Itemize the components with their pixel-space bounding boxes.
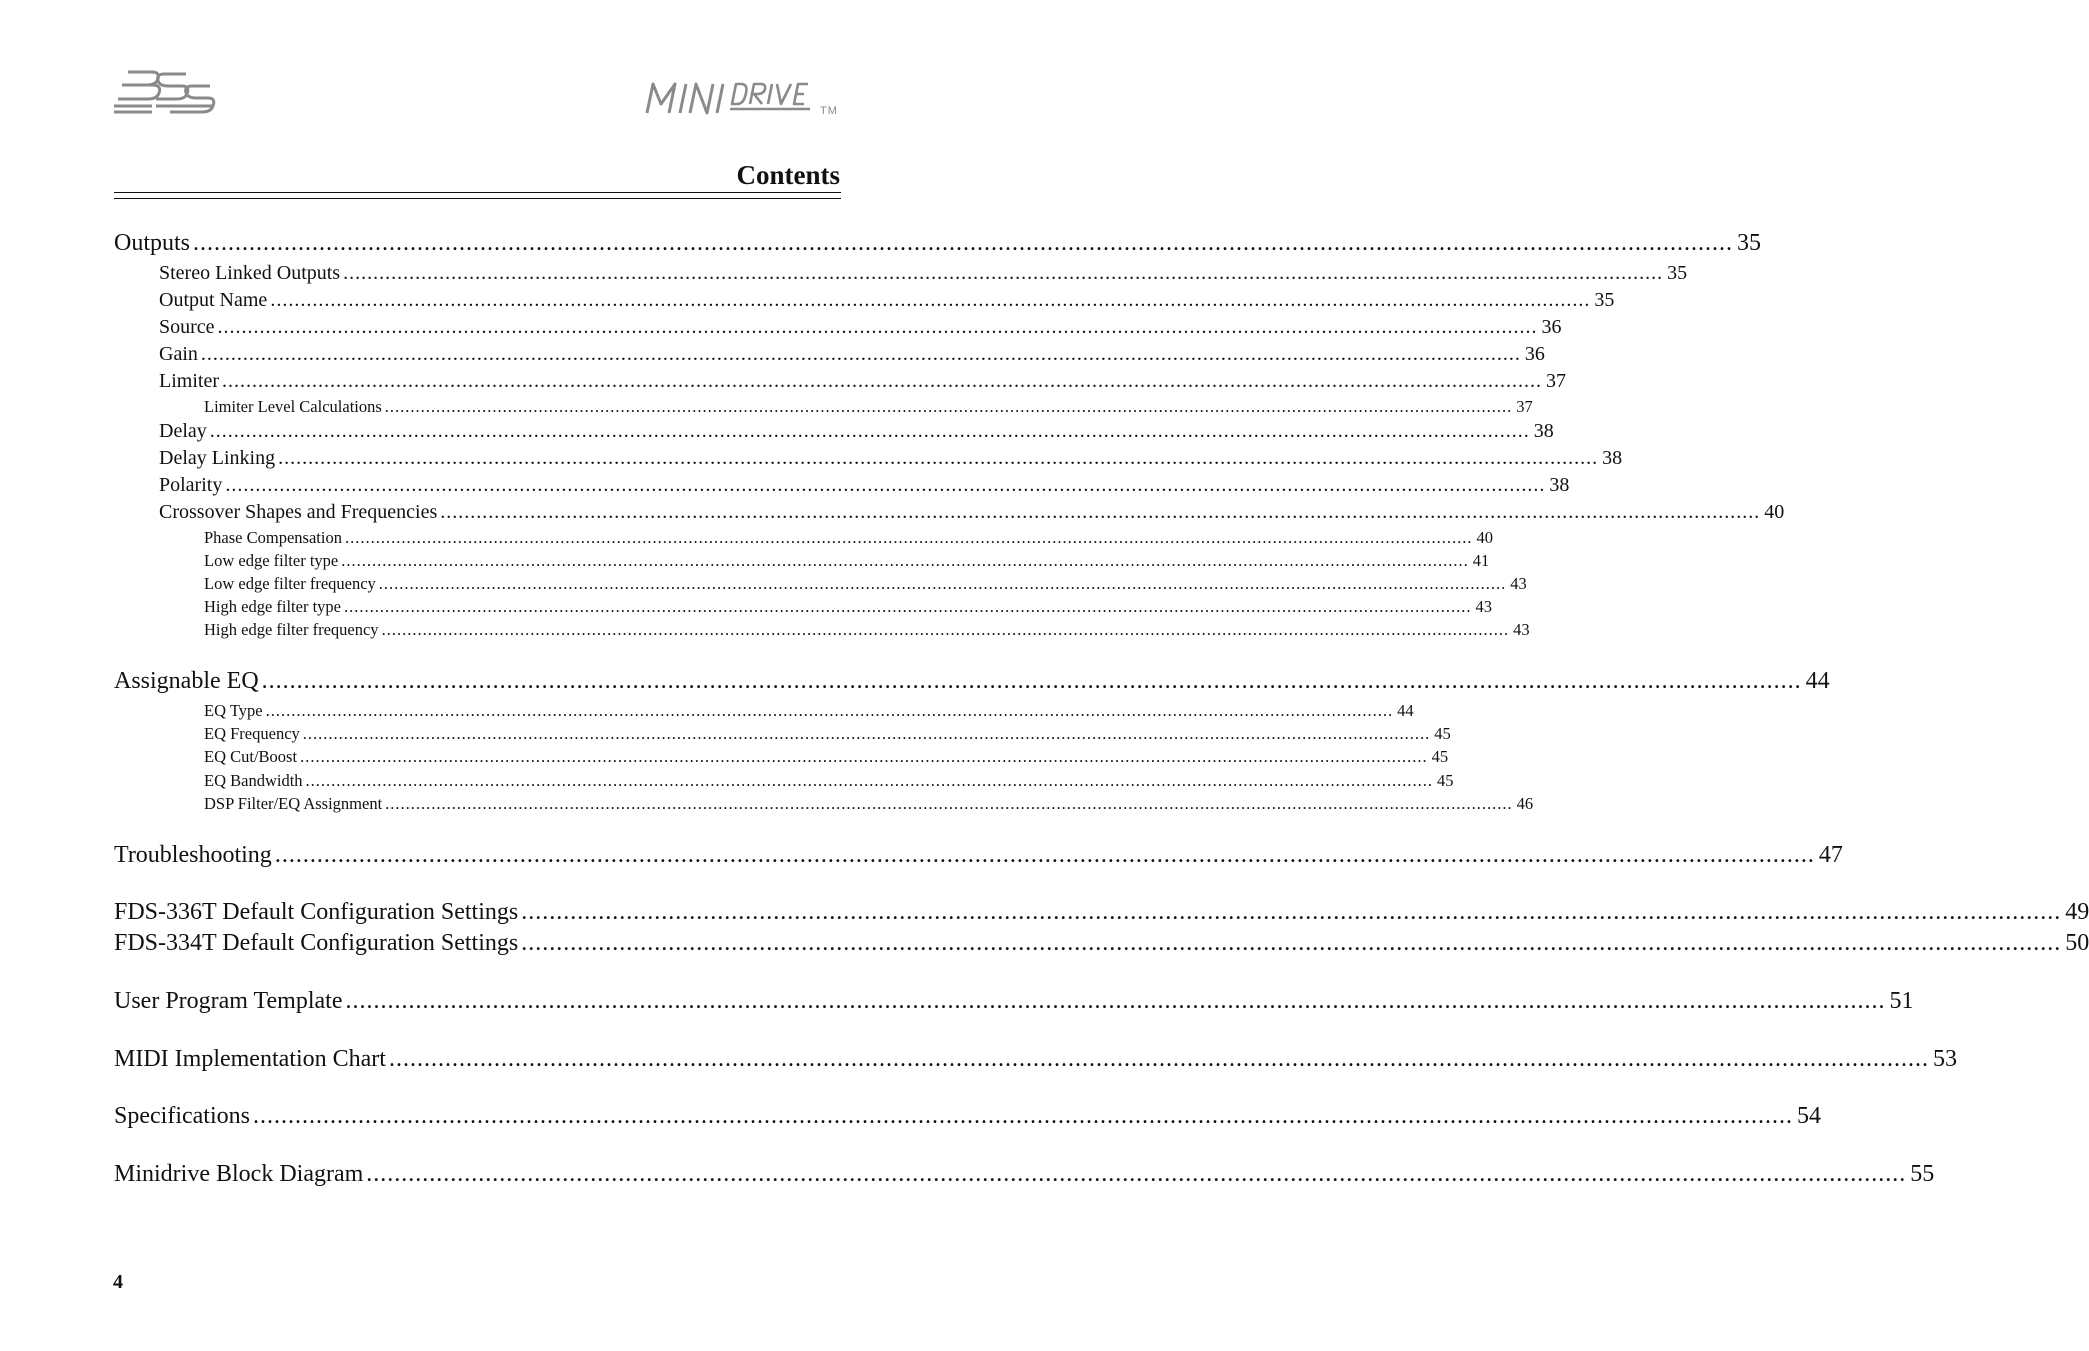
toc-entry[interactable] xyxy=(204,724,1451,744)
toc-entry-title: Delay xyxy=(159,420,207,442)
toc-entry-page: 49 xyxy=(2065,899,2089,925)
dot-leader: ............................................................................................................................................................................................................................ xyxy=(521,899,2062,925)
heading-rule-thin xyxy=(114,198,841,199)
toc-entry[interactable] xyxy=(114,842,1843,869)
toc-entry-page: 45 xyxy=(1437,771,1454,790)
dot-leader: ............................................................................................................................................................................................................................ xyxy=(265,701,1394,720)
toc-entry-page: 45 xyxy=(1434,724,1451,743)
toc-entry[interactable] xyxy=(204,397,1533,417)
toc-entry[interactable] xyxy=(159,474,1570,497)
toc-entry-page: 40 xyxy=(1476,528,1493,547)
heading-rule-thick xyxy=(114,192,841,193)
toc-entry-page: 43 xyxy=(1513,620,1530,639)
dot-leader: ............................................................................................................................................................................................................................ xyxy=(193,230,1734,256)
toc-entry-page: 54 xyxy=(1796,1103,1821,1129)
toc-entry[interactable] xyxy=(114,899,2089,926)
toc-entry-page: 36 xyxy=(1541,316,1562,338)
toc-entry-title: Minidrive Block Diagram xyxy=(114,1161,364,1187)
toc-entry-page: 38 xyxy=(1533,420,1554,442)
toc-entry-page: 43 xyxy=(1510,574,1527,593)
toc-entry[interactable] xyxy=(159,370,1566,393)
toc-entry-title: FDS-334T Default Configuration Settings xyxy=(114,930,519,956)
toc-entry-page: 37 xyxy=(1545,370,1566,392)
toc-entry-title: User Program Template xyxy=(114,988,343,1014)
toc-entry-page: 41 xyxy=(1472,551,1490,570)
dot-leader: ............................................................................................................................................................................................................................ xyxy=(217,316,1538,338)
toc-entry-title: Specifications xyxy=(114,1103,250,1129)
toc-entry-page: 40 xyxy=(1764,501,1785,523)
dot-leader: ............................................................................................................................................................................................................................ xyxy=(385,794,1513,813)
toc-entry[interactable] xyxy=(159,501,1785,524)
dot-leader: ............................................................................................................................................................................................................................ xyxy=(384,397,1513,416)
toc-entry-title: Assignable EQ xyxy=(114,668,259,694)
toc-entry[interactable] xyxy=(114,930,2089,957)
toc-entry-title: Polarity xyxy=(159,474,223,496)
toc-entry-page: 35 xyxy=(1594,289,1615,311)
dot-leader: ............................................................................................................................................................................................................................ xyxy=(274,842,1815,868)
toc-entry-title: EQ Frequency xyxy=(204,724,300,743)
toc-entry-title: Phase Compensation xyxy=(204,528,342,547)
toc-entry-page: 53 xyxy=(1932,1046,1957,1072)
minidrive-logo xyxy=(644,78,844,118)
dot-leader: ............................................................................................................................................................................................................................ xyxy=(378,574,1507,593)
toc-entry[interactable] xyxy=(159,262,1688,285)
toc-entry[interactable] xyxy=(114,1103,1821,1130)
toc-entry-title: Delay Linking xyxy=(159,447,276,469)
dot-leader: ............................................................................................................................................................................................................................ xyxy=(343,262,1664,284)
toc-entry[interactable] xyxy=(204,574,1527,594)
dot-leader: ............................................................................................................................................................................................................................ xyxy=(344,528,1473,547)
toc-entry[interactable] xyxy=(159,420,1554,443)
dot-leader: ............................................................................................................................................................................................................................ xyxy=(381,620,1510,639)
toc-entry-title: Source xyxy=(159,316,215,338)
dot-leader: ............................................................................................................................................................................................................................ xyxy=(341,551,1469,570)
dot-leader: ............................................................................................................................................................................................................................ xyxy=(252,1103,1793,1129)
toc-entry-title: Output Name xyxy=(159,289,268,311)
toc-entry-title: FDS-336T Default Configuration Settings xyxy=(114,899,519,925)
toc-entry-page: 44 xyxy=(1397,701,1414,720)
toc-entry-page: 43 xyxy=(1475,597,1492,616)
toc-entry[interactable] xyxy=(114,230,1762,257)
dot-leader: ............................................................................................................................................................................................................................ xyxy=(345,988,1886,1014)
dot-leader: ............................................................................................................................................................................................................................ xyxy=(302,724,1431,743)
toc-entry[interactable] xyxy=(114,1046,1957,1073)
toc-entry-title: Low edge filter type xyxy=(204,551,339,570)
toc-entry[interactable] xyxy=(114,988,1914,1015)
toc-entry[interactable] xyxy=(114,1161,1935,1188)
toc-entry-title: Gain xyxy=(159,343,198,365)
toc-entry[interactable] xyxy=(159,316,1562,339)
toc-entry-page: 47 xyxy=(1818,842,1843,868)
dot-leader: ............................................................................................................................................................................................................................ xyxy=(209,420,1530,442)
toc-entry-page: 35 xyxy=(1737,230,1762,256)
toc-entry[interactable] xyxy=(204,597,1492,617)
toc-entry[interactable] xyxy=(204,620,1530,640)
toc-entry-page: 51 xyxy=(1889,988,1914,1014)
dot-leader: ............................................................................................................................................................................................................................ xyxy=(344,597,1472,616)
toc-entry-title: Crossover Shapes and Frequencies xyxy=(159,501,438,523)
toc-entry[interactable] xyxy=(114,668,1830,695)
dot-leader: ............................................................................................................................................................................................................................ xyxy=(221,370,1542,392)
page-number: 4 xyxy=(113,1271,123,1293)
toc-entry-page: 38 xyxy=(1549,474,1570,496)
toc-entry[interactable] xyxy=(159,289,1615,312)
dot-leader: ............................................................................................................................................................................................................................ xyxy=(305,771,1434,790)
toc-entry-page: 35 xyxy=(1667,262,1688,284)
dot-leader: ............................................................................................................................................................................................................................ xyxy=(261,668,1802,694)
toc-entry[interactable] xyxy=(159,447,1623,470)
toc-entry-title: Troubleshooting xyxy=(114,842,272,868)
toc-entry-page: 37 xyxy=(1516,397,1533,416)
toc-entry-page: 36 xyxy=(1524,343,1545,365)
toc-entry-title: Outputs xyxy=(114,230,191,256)
toc-entry-title: Limiter xyxy=(159,370,219,392)
toc-entry[interactable] xyxy=(204,771,1454,791)
dot-leader: ............................................................................................................................................................................................................................ xyxy=(440,501,1761,523)
toc-entry-title: EQ Bandwidth xyxy=(204,771,303,790)
bss-logo xyxy=(112,68,216,116)
dot-leader: ............................................................................................................................................................................................................................ xyxy=(278,447,1599,469)
toc-entry-title: DSP Filter/EQ Assignment xyxy=(204,794,383,813)
dot-leader: ............................................................................................................................................................................................................................ xyxy=(225,474,1546,496)
dot-leader: ............................................................................................................................................................................................................................ xyxy=(366,1161,1907,1187)
page-title: Contents xyxy=(736,160,840,190)
toc-entry-title: EQ Cut/Boost xyxy=(204,747,298,766)
dot-leader: ............................................................................................................................................................................................................................ xyxy=(200,343,1521,365)
toc-entry-title: MIDI Implementation Chart xyxy=(114,1046,386,1072)
toc-entry[interactable] xyxy=(159,343,1545,366)
toc-entry[interactable] xyxy=(204,528,1493,548)
toc-entry-title: EQ Type xyxy=(204,701,263,720)
toc-entry[interactable] xyxy=(204,747,1449,767)
toc-entry-page: 55 xyxy=(1910,1161,1935,1187)
toc-entry-page: 44 xyxy=(1805,668,1830,694)
toc-entry-page: 50 xyxy=(2065,930,2089,956)
toc-entry[interactable] xyxy=(204,551,1490,571)
toc-entry-page: 45 xyxy=(1431,747,1449,766)
dot-leader: ............................................................................................................................................................................................................................ xyxy=(521,930,2062,956)
toc-entry-page: 46 xyxy=(1516,794,1534,813)
toc-entry-title: Low edge filter frequency xyxy=(204,574,376,593)
dot-leader: ............................................................................................................................................................................................................................ xyxy=(388,1046,1929,1072)
toc-entry-title: Stereo Linked Outputs xyxy=(159,262,341,284)
toc-entry-title: High edge filter frequency xyxy=(204,620,379,639)
toc-entry[interactable] xyxy=(204,701,1414,721)
toc-entry[interactable] xyxy=(204,794,1534,814)
trademark-mark: TM xyxy=(820,105,838,117)
toc-entry-page: 38 xyxy=(1602,447,1623,469)
toc-entry-title: Limiter Level Calculations xyxy=(204,397,382,416)
dot-leader: ............................................................................................................................................................................................................................ xyxy=(300,747,1428,766)
toc-entry-title: High edge filter type xyxy=(204,597,341,616)
dot-leader: ............................................................................................................................................................................................................................ xyxy=(270,289,1591,311)
